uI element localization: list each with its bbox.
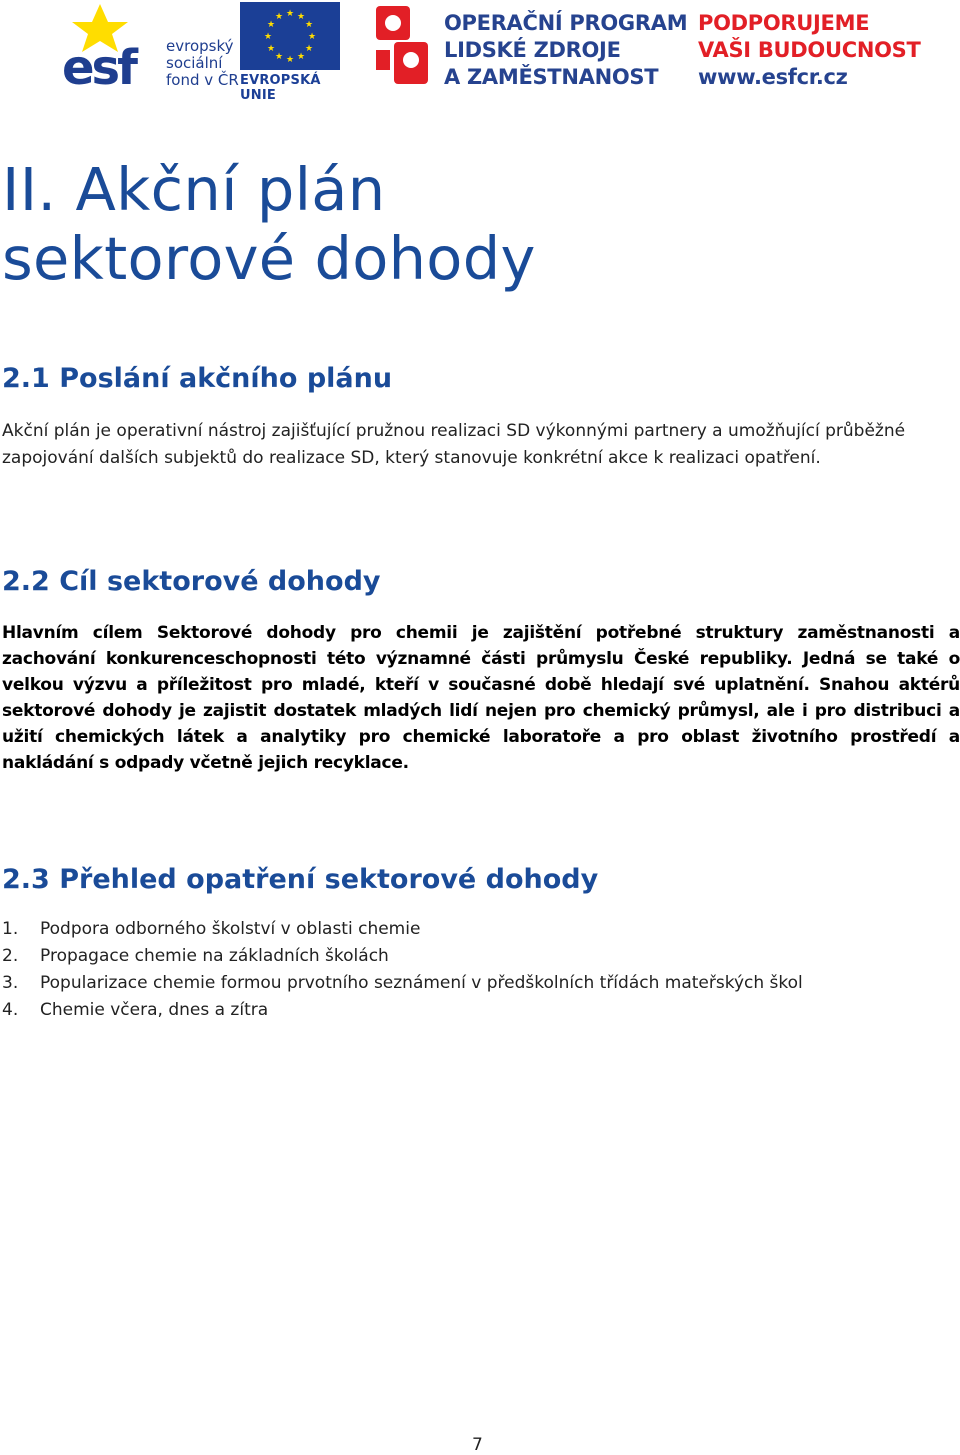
- logo-header: [0, 0, 960, 103]
- website-url: www.esfcr.cz: [698, 65, 848, 89]
- slogan-text: [698, 10, 921, 91]
- esf-line: sociální: [166, 54, 223, 72]
- list-text: Chemie včera, dnes a zítra: [40, 1000, 269, 1020]
- title-line: sektorové dohody: [2, 224, 536, 293]
- svg-text:★: ★: [304, 44, 314, 54]
- list-item: [2, 997, 960, 1024]
- puzzle-figure-icon: [372, 4, 432, 86]
- title-line: II. Akční plán: [2, 155, 386, 224]
- esf-logo-icon: [62, 2, 162, 88]
- list-item: [2, 916, 960, 943]
- section-body: Hlavním cílem Sektorové dohody pro chemii je zajištění potřebné struktury zaměstnanosti a zachování konkurenceschopnosti této významné části průmyslu České republiky. Jedná se také o velkou výzvu a příležitost pro mladé, kteří v současné době hledají své uplatnění. Snahou aktérů sektorové dohody je zajistit dostatek mladých lidí nejen pro chemický průmysl, ale i pro distribuci a užití chemických látek a analytiky pro chemické laboratoře a pro oblast životního prostředí a nakládání s odpady včetně jejich recyklace.: [2, 623, 960, 773]
- list-number: 2.: [2, 946, 19, 966]
- section-heading: 2.2 Cíl sektorové dohody: [2, 566, 381, 597]
- eu-label: EVROPSKÁ UNIE: [240, 73, 321, 103]
- esf-line: fond v ČR: [166, 71, 239, 89]
- op-line: LIDSKÉ ZDROJE: [444, 38, 621, 62]
- section-measures: [2, 864, 960, 1024]
- svg-text:★: ★: [296, 12, 306, 22]
- slogan-line: PODPORUJEME: [698, 11, 870, 35]
- svg-text:★: ★: [274, 52, 284, 62]
- section-heading: 2.3 Přehled opatření sektorové dohody: [2, 864, 599, 895]
- list-text: Propagace chemie na základních školách: [40, 946, 389, 966]
- list-number: 3.: [2, 973, 19, 993]
- svg-text:★: ★: [304, 20, 314, 30]
- svg-text:★: ★: [266, 20, 276, 30]
- esf-mark-text: esf: [62, 40, 136, 88]
- svg-text:★: ★: [285, 55, 295, 65]
- esf-line: evropský: [166, 37, 234, 55]
- eu-flag-icon: [240, 2, 340, 70]
- svg-text:★: ★: [296, 52, 306, 62]
- page-number: 7: [472, 1435, 483, 1455]
- list-text: Podpora odborného školství v oblasti chemie: [40, 919, 421, 939]
- section-body: Akční plán je operativní nástroj zajišťující pružnou realizaci SD výkonnými partnery a umožňující průběžné zapojování dalších subjektů do realizace SD, který stanovuje konkrétní akce k realizaci opatření.: [2, 421, 906, 468]
- op-line: A ZAMĚSTNANOST: [444, 65, 659, 89]
- esf-logo-text: [166, 38, 239, 89]
- list-number: 4.: [2, 1000, 19, 1020]
- section-goal: [2, 566, 960, 776]
- op-line: OPERAČNÍ PROGRAM: [444, 11, 688, 35]
- section-mission: [2, 363, 960, 472]
- svg-text:★: ★: [307, 32, 317, 42]
- list-item: [2, 970, 960, 997]
- list-text: Popularizace chemie formou prvotního seznámení v předškolních třídách mateřských škol: [40, 973, 803, 993]
- page-title: [2, 155, 536, 293]
- section-heading: 2.1 Poslání akčního plánu: [2, 363, 393, 394]
- measures-list: [2, 916, 960, 1024]
- list-item: [2, 943, 960, 970]
- svg-text:★: ★: [285, 9, 295, 19]
- svg-text:★: ★: [266, 44, 276, 54]
- list-number: 1.: [2, 919, 19, 939]
- svg-text:★: ★: [263, 32, 273, 42]
- op-program-text: [444, 10, 687, 91]
- svg-text:★: ★: [274, 12, 284, 22]
- slogan-line: VAŠI BUDOUCNOST: [698, 38, 921, 62]
